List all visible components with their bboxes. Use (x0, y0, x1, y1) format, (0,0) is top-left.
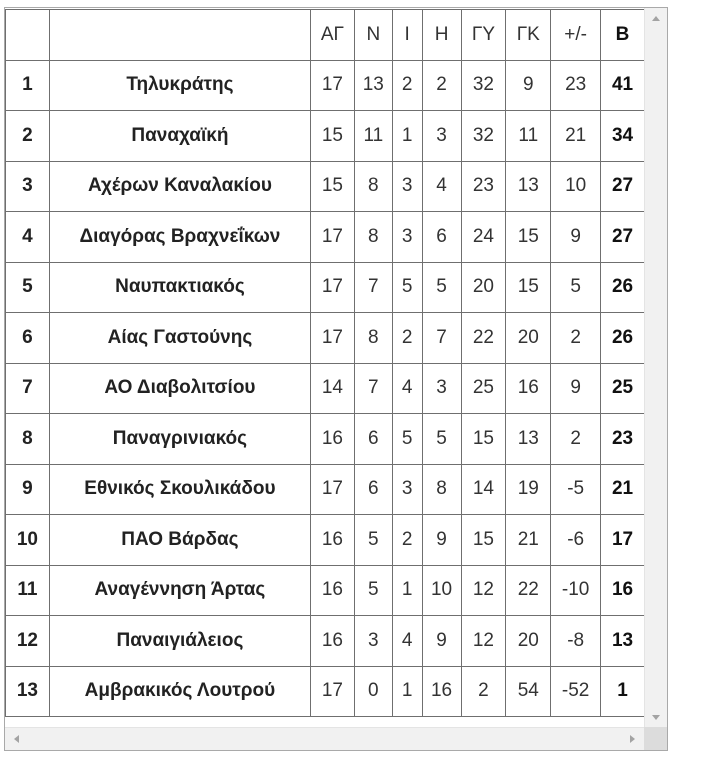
draws-cell: 3 (392, 161, 422, 212)
table-row (6, 111, 645, 162)
points-cell: 25 (601, 363, 645, 414)
draws-cell: 3 (392, 212, 422, 263)
goals-for-cell: 22 (461, 313, 506, 364)
played-cell: 16 (311, 616, 355, 667)
team-name-cell: Αμβρακικός Λουτρού (49, 666, 310, 717)
goals-against-cell: 11 (506, 111, 551, 162)
goal-difference-cell: 2 (551, 313, 601, 364)
losses-cell: 9 (422, 616, 461, 667)
losses-cell: 8 (422, 464, 461, 515)
team-name-cell: ΑΟ Διαβολιτσίου (49, 363, 310, 414)
team-name-cell: Ναυπακτιακός (49, 262, 310, 313)
position-cell: 11 (6, 565, 50, 616)
losses-cell: 3 (422, 111, 461, 162)
wins-cell: 7 (354, 262, 392, 313)
played-cell: 17 (311, 666, 355, 717)
losses-cell: 16 (422, 666, 461, 717)
team-name-cell: Αχέρων Καναλακίου (49, 161, 310, 212)
position-cell: 12 (6, 616, 50, 667)
table-row (6, 212, 645, 263)
table-row (6, 363, 645, 414)
team-name-cell: Διαγόρας Βραχνεΐκων (49, 212, 310, 263)
losses-cell: 5 (422, 262, 461, 313)
header-played: ΑΓ (311, 10, 355, 61)
goals-for-cell: 2 (461, 666, 506, 717)
goal-difference-cell: -6 (551, 515, 601, 566)
draws-cell: 1 (392, 565, 422, 616)
goals-against-cell: 22 (506, 565, 551, 616)
goals-for-cell: 15 (461, 414, 506, 465)
table-row (6, 414, 645, 465)
goals-for-cell: 15 (461, 515, 506, 566)
goal-difference-cell: -52 (551, 666, 601, 717)
scroll-right-arrow-icon[interactable] (630, 735, 635, 743)
position-cell: 2 (6, 111, 50, 162)
standings-table-container (4, 7, 668, 751)
losses-cell: 6 (422, 212, 461, 263)
goals-for-cell: 24 (461, 212, 506, 263)
goals-for-cell: 12 (461, 616, 506, 667)
table-row (6, 565, 645, 616)
draws-cell: 4 (392, 363, 422, 414)
position-cell: 4 (6, 212, 50, 263)
played-cell: 17 (311, 212, 355, 263)
goal-difference-cell: 2 (551, 414, 601, 465)
goals-for-cell: 32 (461, 111, 506, 162)
position-cell: 9 (6, 464, 50, 515)
points-cell: 26 (601, 313, 645, 364)
points-cell: 1 (601, 666, 645, 717)
goals-against-cell: 20 (506, 313, 551, 364)
draws-cell: 3 (392, 464, 422, 515)
position-cell: 13 (6, 666, 50, 717)
draws-cell: 5 (392, 414, 422, 465)
position-cell: 5 (6, 262, 50, 313)
played-cell: 17 (311, 60, 355, 111)
scrollbar-corner (644, 727, 667, 750)
played-cell: 15 (311, 161, 355, 212)
draws-cell: 2 (392, 60, 422, 111)
table-row (6, 161, 645, 212)
team-name-cell: Παναγρινιακός (49, 414, 310, 465)
table-row (6, 666, 645, 717)
standings-table (5, 9, 645, 717)
position-cell: 8 (6, 414, 50, 465)
position-cell: 3 (6, 161, 50, 212)
goal-difference-cell: 9 (551, 363, 601, 414)
table-row (6, 464, 645, 515)
goals-for-cell: 14 (461, 464, 506, 515)
losses-cell: 9 (422, 515, 461, 566)
goals-against-cell: 13 (506, 161, 551, 212)
draws-cell: 5 (392, 262, 422, 313)
played-cell: 14 (311, 363, 355, 414)
position-cell: 10 (6, 515, 50, 566)
goals-against-cell: 16 (506, 363, 551, 414)
table-row (6, 262, 645, 313)
team-name-cell: Τηλυκράτης (49, 60, 310, 111)
header-losses: Η (422, 10, 461, 61)
header-goals-for: ΓΥ (461, 10, 506, 61)
wins-cell: 0 (354, 666, 392, 717)
points-cell: 26 (601, 262, 645, 313)
position-cell: 7 (6, 363, 50, 414)
table-row (6, 313, 645, 364)
wins-cell: 13 (354, 60, 392, 111)
draws-cell: 2 (392, 515, 422, 566)
wins-cell: 5 (354, 565, 392, 616)
wins-cell: 6 (354, 464, 392, 515)
losses-cell: 2 (422, 60, 461, 111)
goals-for-cell: 23 (461, 161, 506, 212)
losses-cell: 3 (422, 363, 461, 414)
draws-cell: 2 (392, 313, 422, 364)
header-wins: Ν (354, 10, 392, 61)
points-cell: 27 (601, 212, 645, 263)
goal-difference-cell: 10 (551, 161, 601, 212)
points-cell: 23 (601, 414, 645, 465)
goal-difference-cell: 21 (551, 111, 601, 162)
team-name-cell: Αίας Γαστούνης (49, 313, 310, 364)
points-cell: 16 (601, 565, 645, 616)
header-goal-difference: +/- (551, 10, 601, 61)
played-cell: 16 (311, 414, 355, 465)
played-cell: 17 (311, 262, 355, 313)
position-cell: 1 (6, 60, 50, 111)
draws-cell: 1 (392, 111, 422, 162)
goals-against-cell: 54 (506, 666, 551, 717)
points-cell: 21 (601, 464, 645, 515)
header-goals-against: ΓΚ (506, 10, 551, 61)
played-cell: 17 (311, 464, 355, 515)
header-points: Β (601, 10, 645, 61)
points-cell: 27 (601, 161, 645, 212)
header-team (49, 10, 310, 61)
goal-difference-cell: 9 (551, 212, 601, 263)
losses-cell: 5 (422, 414, 461, 465)
table-row (6, 616, 645, 667)
goals-for-cell: 20 (461, 262, 506, 313)
goals-against-cell: 19 (506, 464, 551, 515)
points-cell: 34 (601, 111, 645, 162)
table-viewport (5, 8, 645, 728)
points-cell: 17 (601, 515, 645, 566)
wins-cell: 3 (354, 616, 392, 667)
goal-difference-cell: 23 (551, 60, 601, 111)
table-row (6, 515, 645, 566)
played-cell: 16 (311, 565, 355, 616)
wins-cell: 8 (354, 212, 392, 263)
goals-against-cell: 21 (506, 515, 551, 566)
goals-for-cell: 32 (461, 60, 506, 111)
goals-against-cell: 15 (506, 212, 551, 263)
wins-cell: 11 (354, 111, 392, 162)
scroll-down-arrow-icon[interactable] (652, 715, 660, 720)
table-header-row (6, 10, 645, 61)
goals-for-cell: 12 (461, 565, 506, 616)
goal-difference-cell: -8 (551, 616, 601, 667)
team-name-cell: ΠΑΟ Βάρδας (49, 515, 310, 566)
goal-difference-cell: -10 (551, 565, 601, 616)
scroll-up-arrow-icon[interactable] (652, 16, 660, 21)
table-row (6, 60, 645, 111)
draws-cell: 1 (392, 666, 422, 717)
header-draws: Ι (392, 10, 422, 61)
losses-cell: 4 (422, 161, 461, 212)
goal-difference-cell: -5 (551, 464, 601, 515)
wins-cell: 6 (354, 414, 392, 465)
team-name-cell: Παναχαϊκή (49, 111, 310, 162)
played-cell: 16 (311, 515, 355, 566)
wins-cell: 7 (354, 363, 392, 414)
goals-against-cell: 9 (506, 60, 551, 111)
draws-cell: 4 (392, 616, 422, 667)
wins-cell: 5 (354, 515, 392, 566)
goal-difference-cell: 5 (551, 262, 601, 313)
wins-cell: 8 (354, 313, 392, 364)
losses-cell: 7 (422, 313, 461, 364)
played-cell: 17 (311, 313, 355, 364)
losses-cell: 10 (422, 565, 461, 616)
points-cell: 13 (601, 616, 645, 667)
wins-cell: 8 (354, 161, 392, 212)
points-cell: 41 (601, 60, 645, 111)
header-position (6, 10, 50, 61)
goals-against-cell: 20 (506, 616, 551, 667)
played-cell: 15 (311, 111, 355, 162)
team-name-cell: Παναιγιάλειος (49, 616, 310, 667)
scroll-left-arrow-icon[interactable] (14, 735, 19, 743)
horizontal-scrollbar[interactable] (5, 727, 645, 750)
goals-for-cell: 25 (461, 363, 506, 414)
vertical-scrollbar[interactable] (644, 8, 667, 728)
team-name-cell: Αναγέννηση Άρτας (49, 565, 310, 616)
position-cell: 6 (6, 313, 50, 364)
goals-against-cell: 15 (506, 262, 551, 313)
team-name-cell: Εθνικός Σκουλικάδου (49, 464, 310, 515)
goals-against-cell: 13 (506, 414, 551, 465)
